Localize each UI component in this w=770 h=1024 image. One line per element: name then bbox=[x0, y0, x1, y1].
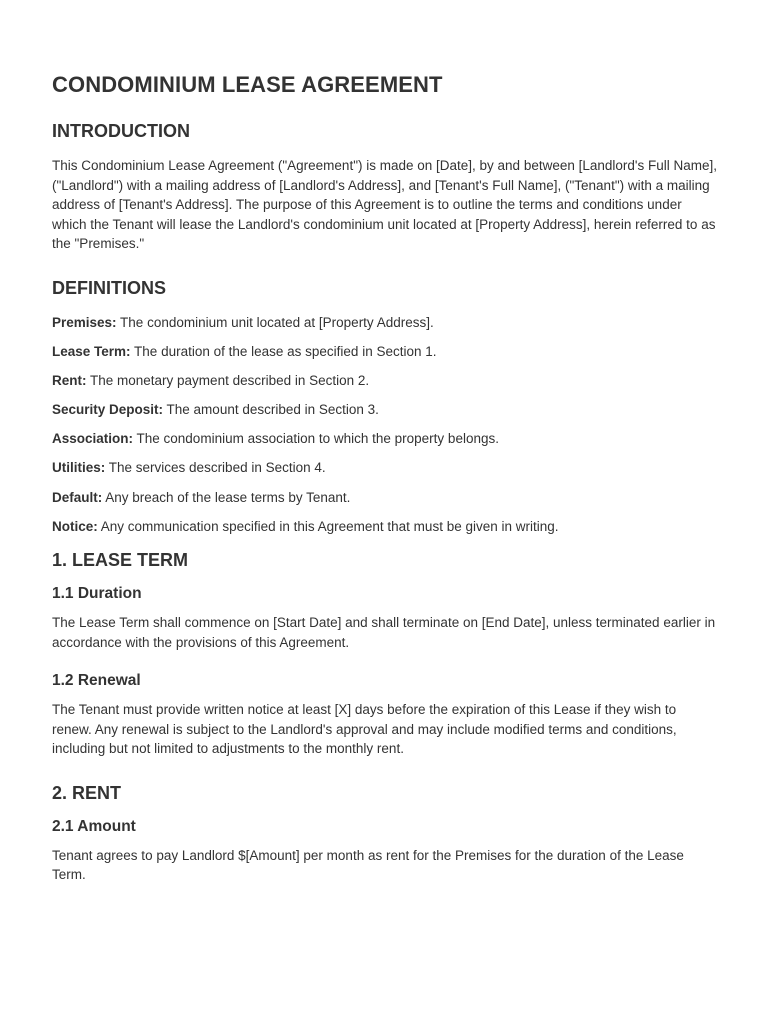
definition-term: Utilities: bbox=[52, 460, 106, 476]
definition-text: The duration of the lease as specified in Section 1. bbox=[130, 343, 437, 359]
section-1-2-text: The Tenant must provide written notice at least [X] days before the expiration of this Lease if they wish to renew. Any renewal is subject to the Landlord's approval and may include modified terms and conditions, including but not limited to adjustments to the monthly rent. bbox=[52, 702, 677, 757]
definition-text: Any communication specified in this Agreement that must be given in writing. bbox=[97, 518, 559, 534]
definition-item bbox=[52, 371, 718, 391]
introduction-heading: INTRODUCTION bbox=[52, 121, 190, 141]
section-2-1-heading: 2.1 Amount bbox=[52, 817, 136, 835]
definition-term: Association: bbox=[52, 431, 134, 447]
definition-item bbox=[52, 488, 718, 508]
definitions-list bbox=[52, 313, 718, 537]
definition-term: Notice: bbox=[52, 518, 98, 534]
definition-item bbox=[52, 313, 718, 333]
definition-text: Any breach of the lease terms by Tenant. bbox=[102, 489, 351, 505]
definition-term: Lease Term: bbox=[52, 343, 131, 359]
definition-item bbox=[52, 429, 718, 449]
definition-term: Premises: bbox=[52, 314, 117, 330]
definition-text: The condominium association to which the property belongs. bbox=[133, 431, 499, 447]
definition-item bbox=[52, 458, 718, 478]
section-2-1-text: Tenant agrees to pay Landlord $[Amount] per month as rent for the Premises for the duration of the Lease Term. bbox=[52, 847, 684, 883]
definition-text: The monetary payment described in Section 2. bbox=[86, 372, 370, 388]
definition-term: Rent: bbox=[52, 372, 87, 388]
section-1-2-heading: 1.2 Renewal bbox=[52, 672, 141, 690]
definition-term: Security Deposit: bbox=[52, 402, 164, 418]
definition-item bbox=[52, 400, 718, 420]
section-1-heading: 1. LEASE TERM bbox=[52, 550, 189, 571]
definition-text: The services described in Section 4. bbox=[105, 460, 326, 476]
definition-text: The amount described in Section 3. bbox=[163, 402, 379, 418]
document-title: CONDOMINIUM LEASE AGREEMENT bbox=[52, 72, 443, 97]
definition-item bbox=[52, 342, 718, 362]
definition-text: The condominium unit located at [Property Address]. bbox=[116, 314, 434, 330]
introduction-text: This Condominium Lease Agreement ("Agreement") is made on [Date], by and between [Landlord's Full Name], ("Landlord") with a mailing address of [Landlord's Address], and [Tenant's Full Name], ("Tenant") with a mailing address of [Tenant's Address]. The purpose of this Agreement is to outline the terms and conditions under which the Tenant will lease the Landlord's condominium unit located at [Property Address], herein referred to as the "Premises." bbox=[52, 158, 718, 251]
section-1-1-heading: 1.1 Duration bbox=[52, 585, 142, 603]
definitions-heading: DEFINITIONS bbox=[52, 277, 167, 298]
section-2-heading: 2. RENT bbox=[52, 782, 122, 803]
definition-item bbox=[52, 517, 718, 537]
definition-term: Default: bbox=[52, 489, 103, 505]
section-1-1-text: The Lease Term shall commence on [Start Date] and shall terminate on [End Date], unless terminated earlier in accordance with the provisions of this Agreement. bbox=[52, 615, 716, 650]
